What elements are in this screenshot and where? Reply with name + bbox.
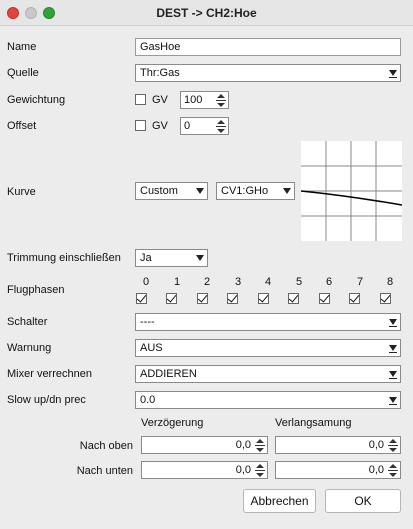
chevron-down-icon	[389, 397, 397, 403]
chevron-down-icon	[389, 70, 397, 76]
gewichtung-spinbox[interactable]	[180, 91, 229, 109]
offset-spinbox[interactable]	[180, 117, 229, 135]
nach-unten-delay-value: 0,0	[235, 464, 251, 476]
trimmung-label: Trimmung einschließen	[7, 252, 121, 264]
cancel-button[interactable]: Abbrechen	[243, 489, 316, 513]
mixer-select[interactable]	[135, 365, 401, 383]
phase-number: 8	[386, 276, 394, 288]
nach-oben-slow-value: 0,0	[368, 439, 384, 451]
warnung-label: Warnung	[7, 342, 52, 354]
phase-number: 4	[264, 276, 272, 288]
kurve-label: Kurve	[7, 186, 36, 198]
phase-5-checkbox[interactable]	[288, 293, 299, 304]
chevron-down-icon	[196, 255, 204, 261]
gewichtung-gv-label: GV	[152, 94, 168, 106]
warnung-value: AUS	[140, 342, 163, 354]
offset-value: 0	[184, 120, 191, 132]
chevron-down-icon	[283, 188, 291, 194]
gewichtung-label: Gewichtung	[7, 94, 66, 106]
flugphasen-label: Flugphasen	[7, 284, 65, 296]
phase-8-checkbox[interactable]	[380, 293, 391, 304]
offset-gv-label: GV	[152, 120, 168, 132]
nach-oben-delay-spinbox[interactable]	[141, 436, 268, 454]
schalter-value: ----	[140, 316, 155, 328]
schalter-select[interactable]	[135, 313, 401, 331]
phase-number: 6	[325, 276, 333, 288]
chevron-down-icon	[389, 319, 397, 325]
curve-preview	[301, 141, 402, 241]
stepper-icon[interactable]	[388, 464, 398, 477]
mixer-label: Mixer verrechnen	[7, 368, 92, 380]
slow-label: Slow up/dn prec	[7, 394, 86, 406]
phase-7-checkbox[interactable]	[349, 293, 360, 304]
stepper-icon[interactable]	[255, 464, 265, 477]
offset-label: Offset	[7, 120, 37, 132]
verlangsamung-header: Verlangsamung	[275, 417, 352, 429]
curve-preview-graph	[301, 141, 402, 241]
nach-unten-label: Nach unten	[76, 465, 133, 477]
quelle-value: Thr:Gas	[140, 67, 180, 79]
phase-4-checkbox[interactable]	[258, 293, 269, 304]
nach-unten-delay-spinbox[interactable]	[141, 461, 268, 479]
chevron-down-icon	[196, 188, 204, 194]
stepper-icon[interactable]	[388, 439, 398, 452]
phase-0-checkbox[interactable]	[136, 293, 147, 304]
chevron-down-icon	[389, 345, 397, 351]
nach-unten-slow-spinbox[interactable]	[275, 461, 401, 479]
mixer-value: ADDIEREN	[140, 368, 197, 380]
offset-gv-checkbox[interactable]	[135, 120, 146, 131]
slow-value: 0.0	[140, 394, 156, 406]
phase-number: 0	[142, 276, 150, 288]
phase-2-checkbox[interactable]	[197, 293, 208, 304]
phase-number: 2	[203, 276, 211, 288]
kurve-curve-select[interactable]	[216, 182, 295, 200]
nach-oben-delay-value: 0,0	[235, 439, 251, 451]
gewichtung-gv-checkbox[interactable]	[135, 94, 146, 105]
phase-6-checkbox[interactable]	[319, 293, 330, 304]
gewichtung-value: 100	[184, 94, 203, 106]
slow-select[interactable]	[135, 391, 401, 409]
nach-oben-label: Nach oben	[79, 440, 133, 452]
nach-unten-slow-value: 0,0	[368, 464, 384, 476]
verzoegerung-header: Verzögerung	[141, 417, 204, 429]
name-input[interactable]: GasHoe	[135, 38, 401, 56]
window-title: DEST -> CH2:Hoe	[156, 6, 257, 20]
quelle-select[interactable]	[135, 64, 401, 82]
phase-number: 5	[295, 276, 303, 288]
chevron-down-icon	[389, 371, 397, 377]
trimmung-value: Ja	[140, 252, 152, 264]
stepper-icon[interactable]	[216, 94, 226, 107]
kurve-type-select[interactable]	[135, 182, 208, 200]
stepper-icon[interactable]	[216, 120, 226, 133]
title-bar	[0, 0, 413, 26]
nach-oben-slow-spinbox[interactable]	[275, 436, 401, 454]
phase-number: 7	[356, 276, 364, 288]
phase-number: 1	[173, 276, 181, 288]
phase-3-checkbox[interactable]	[227, 293, 238, 304]
phase-number: 3	[234, 276, 242, 288]
schalter-label: Schalter	[7, 316, 48, 328]
trimmung-select[interactable]	[135, 249, 208, 267]
phase-1-checkbox[interactable]	[166, 293, 177, 304]
kurve-type-value: Custom	[140, 185, 178, 197]
ok-button[interactable]: OK	[325, 489, 401, 513]
quelle-label: Quelle	[7, 67, 39, 79]
stepper-icon[interactable]	[255, 439, 265, 452]
warnung-select[interactable]	[135, 339, 401, 357]
name-label: Name	[7, 41, 37, 53]
kurve-curve-value: CV1:GHo	[221, 185, 269, 197]
